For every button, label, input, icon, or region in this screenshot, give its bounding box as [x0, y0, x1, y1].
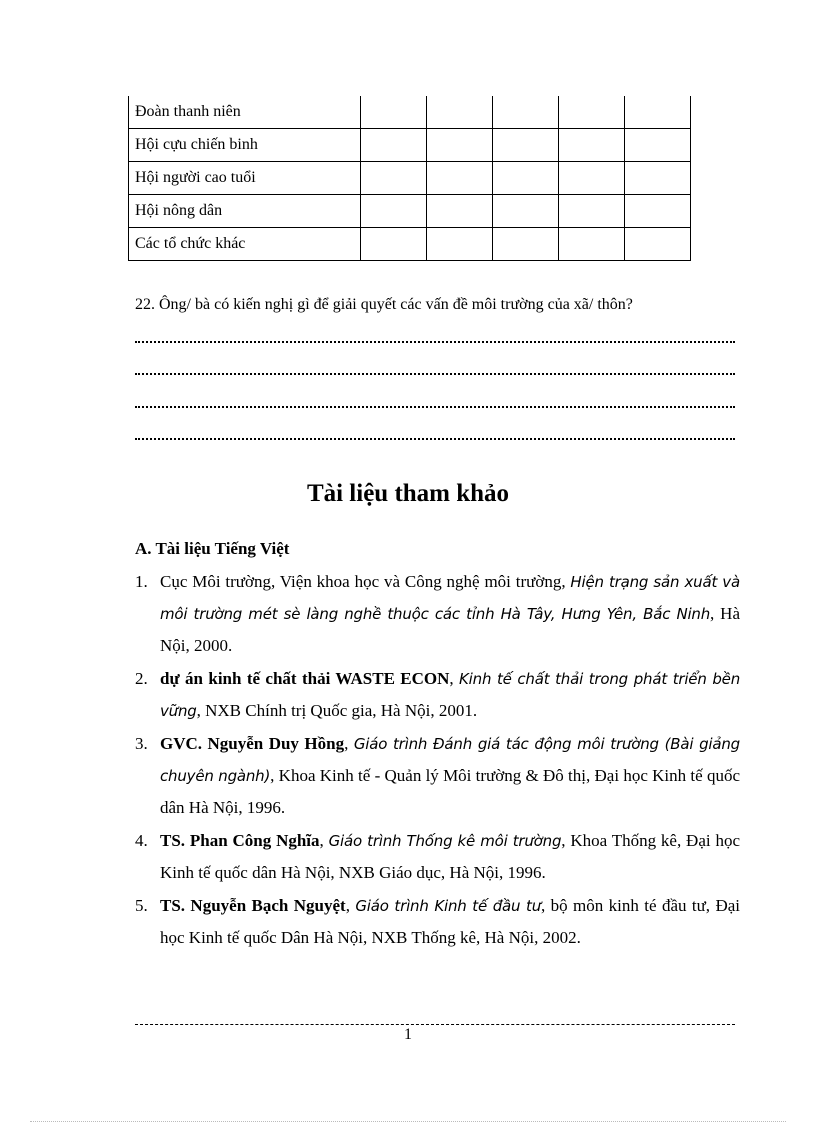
page-bottom-border	[30, 1121, 786, 1122]
organization-name: Hội nông dân	[129, 195, 361, 228]
reference-author: TS. Phan Công Nghĩa	[160, 831, 320, 850]
empty-cell	[559, 228, 625, 261]
reference-author: dự án kinh tế chất thải WASTE ECON	[160, 669, 450, 688]
reference-lead: ,	[449, 669, 460, 688]
reference-number: 4.	[135, 831, 148, 850]
organization-name: Đoàn thanh niên	[129, 96, 361, 129]
reference-author: GVC. Nguyễn Duy Hồng	[160, 734, 345, 753]
footer-rule	[135, 1024, 735, 1025]
reference-item	[135, 663, 740, 727]
reference-lead: ,	[344, 734, 354, 753]
empty-cell	[625, 129, 691, 162]
reference-title: Giáo trình Kinh tế đầu tư	[355, 897, 542, 915]
empty-cell	[559, 162, 625, 195]
empty-cell	[493, 228, 559, 261]
reference-item	[135, 566, 740, 662]
empty-cell	[493, 162, 559, 195]
reference-text	[160, 890, 740, 954]
empty-cell	[427, 228, 493, 261]
reference-item	[135, 890, 740, 954]
empty-cell	[361, 228, 427, 261]
empty-cell	[559, 96, 625, 129]
section-heading-vietnamese: A. Tài liệu Tiếng Việt	[135, 539, 290, 558]
reference-number: 3.	[135, 734, 148, 753]
organization-name: Hội cựu chiến binh	[129, 129, 361, 162]
empty-cell	[625, 96, 691, 129]
empty-cell	[427, 162, 493, 195]
reference-item	[135, 728, 740, 824]
reference-details: , Hà Nội, 2000.	[160, 604, 740, 655]
empty-cell	[625, 162, 691, 195]
reference-author: TS. Nguyễn Bạch Nguyệt	[160, 896, 346, 915]
organization-name: Các tổ chức khác	[129, 228, 361, 261]
table-row	[129, 162, 691, 195]
reference-details: , Khoa Thống kê, Đại học Kinh tế quốc dân Hà Nội, NXB Giáo dục, Hà Nội, 1996.	[160, 831, 740, 882]
organization-table	[128, 96, 691, 261]
reference-text	[160, 566, 740, 662]
reference-item	[135, 825, 740, 889]
table-row	[129, 96, 691, 129]
reference-lead: ,	[345, 896, 356, 915]
empty-cell	[427, 129, 493, 162]
empty-cell	[493, 129, 559, 162]
empty-cell	[625, 195, 691, 228]
reference-text	[160, 728, 740, 824]
reference-title: Kinh tế chất thải trong phát triển bền vững	[160, 670, 741, 720]
empty-cell	[427, 195, 493, 228]
question-22: 22. Ông/ bà có kiến nghị gì để giải quyết các vấn đề môi trường của xã/ thôn?	[135, 296, 633, 313]
table-row	[129, 228, 691, 261]
reference-details: , NXB Chính trị Quốc gia, Hà Nội, 2001.	[196, 701, 478, 720]
reference-title: Giáo trình Đánh giá tác động môi trường (Bài giảng chuyên ngành)	[160, 735, 741, 785]
reference-details: , bộ môn kinh té đầu tư, Đại học Kinh tế quốc Dân Hà Nội, NXB Thống kê, Hà Nội, 2002.	[160, 896, 740, 947]
reference-lead: ,	[319, 831, 329, 850]
table-row	[129, 195, 691, 228]
empty-cell	[361, 129, 427, 162]
page-number: 1	[404, 1026, 412, 1043]
empty-cell	[427, 96, 493, 129]
table-row	[129, 129, 691, 162]
empty-cell	[493, 195, 559, 228]
empty-cell	[361, 96, 427, 129]
answer-line	[135, 373, 735, 375]
empty-cell	[361, 195, 427, 228]
answer-line	[135, 438, 735, 440]
reference-details: , Khoa Kinh tế - Quản lý Môi trường & Đô thị, Đại học Kinh tế quốc dân Hà Nội, 1996.	[160, 766, 740, 817]
empty-cell	[361, 162, 427, 195]
reference-number: 5.	[135, 896, 148, 915]
reference-title: Giáo trình Thống kê môi trường	[328, 832, 562, 850]
reference-text	[160, 825, 740, 889]
reference-number: 1.	[135, 572, 148, 591]
reference-title: Hiện trạng sản xuất và môi trường mét sè làng nghề thuộc các tỉnh Hà Tây, Hưng Yên, Bắc Ninh	[160, 573, 740, 623]
references-title: Tài liệu tham khảo	[306, 480, 510, 507]
empty-cell	[493, 96, 559, 129]
reference-list	[135, 566, 740, 955]
reference-number: 2.	[135, 669, 148, 688]
empty-cell	[559, 129, 625, 162]
empty-cell	[625, 228, 691, 261]
answer-line	[135, 406, 735, 408]
reference-text	[160, 663, 740, 727]
empty-cell	[559, 195, 625, 228]
answer-line	[135, 341, 735, 343]
reference-lead: Cục Môi trường, Viện khoa học và Công nghệ môi trường,	[160, 572, 571, 591]
organization-name: Hội người cao tuổi	[129, 162, 361, 195]
